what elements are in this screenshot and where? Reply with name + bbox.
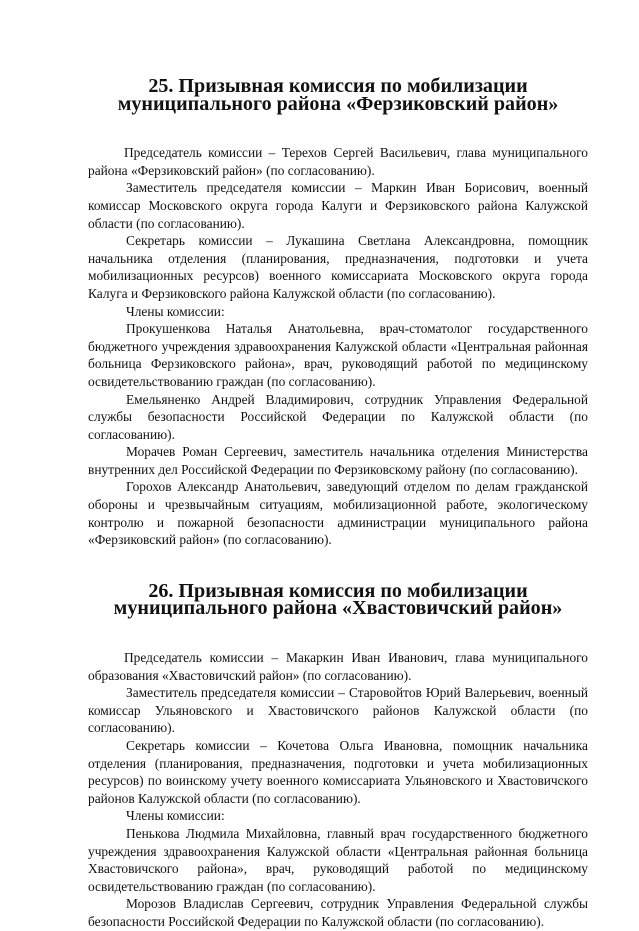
member-paragraph: Емельяненко Андрей Владимирович, сотрудник Управления Федеральной службы безопасности Российской Федерации по Калужской области (по согласованию).	[88, 391, 588, 442]
members-label: Члены комиссии:	[126, 808, 225, 824]
section-heading	[88, 75, 588, 115]
heading-line-2: муниципального района «Хвастовичский район»	[113, 597, 563, 620]
member-paragraph: Морачев Роман Сергеевич, заместитель начальника отделения Министерства внутренних дел Российской Федерации по Ферзиковскому району (по согласованию).	[88, 444, 588, 477]
member-paragraph: Морозов Владислав Сергеевич, сотрудник Управления Федеральной службы безопасности Российской Федерации по Калужской области (по согласованию).	[88, 896, 588, 929]
chairman-paragraph: Председатель комиссии – Терехов Сергей Васильевич, глава муниципального района «Ферзиковский район» (по согласованию).	[88, 145, 588, 178]
heading-line-1: 26. Призывная комиссия по мобилизации	[148, 579, 528, 602]
heading-line-2: муниципального района «Ферзиковский район»	[117, 92, 559, 115]
section-heading	[88, 579, 588, 620]
chairman-paragraph: Председатель комиссии – Макаркин Иван Иванович, глава муниципального образования «Хвастовичский район» (по согласованию).	[88, 650, 588, 683]
member-paragraph: Пенькова Людмила Михайловна, главный врач государственного бюджетного учреждения здравоохранения Калужской области «Центральная районная больница Хвастовичского района», врач, руководящий работой по медицинскому освидетельствованию граждан (по согласованию).	[88, 825, 588, 894]
members-label: Члены комиссии:	[126, 303, 225, 319]
section-26	[88, 579, 588, 931]
deputy-chairman-paragraph: Заместитель председателя комиссии – Маркин Иван Борисович, военный комиссар Московского округа города Калуги и Ферзиковского района Калужской области (по согласованию).	[88, 180, 588, 231]
member-paragraph: Горохов Александр Анатольевич, заведующий отделом по делам гражданской обороны и чрезвычайным ситуациям, мобилизационной работе, экологическому контролю и пожарной безопасности администрации муниципального района «Ферзиковский район» (по согласованию).	[88, 479, 588, 548]
secretary-paragraph: Секретарь комиссии – Кочетова Ольга Ивановна, помощник начальника отделения (планирования, предназначения, подготовки и учета мобилизационных ресурсов) по воинскому учету военного комиссариата Ульяновского и Хвастовичского районов Калужской области (по согласованию).	[88, 738, 588, 806]
member-paragraph: Прокушенкова Наталья Анатольевна, врач-стоматолог государственного бюджетного учреждения здравоохранения Калужской области «Центральная районная больница Ферзиковского района», врач, руководящий работой по медицинскому освидетельствованию граждан (по согласованию).	[88, 321, 588, 389]
section-25	[88, 75, 588, 549]
heading-line-1: 25. Призывная комиссия по мобилизации	[148, 75, 528, 97]
document-page	[88, 75, 588, 931]
deputy-chairman-paragraph: Заместитель председателя комиссии – Старовойтов Юрий Валерьевич, военный комиссар Ульяновского и Хвастовичского районов Калужской области (по согласованию).	[88, 685, 588, 736]
secretary-paragraph: Секретарь комиссии – Лукашина Светлана Александровна, помощник начальника отделения (планирования, предназначения, подготовки и учета мобилизационных ресурсов) военного комиссариата Московского округа города Калуга и Ферзиковского района Калужской области (по согласованию).	[88, 233, 588, 301]
